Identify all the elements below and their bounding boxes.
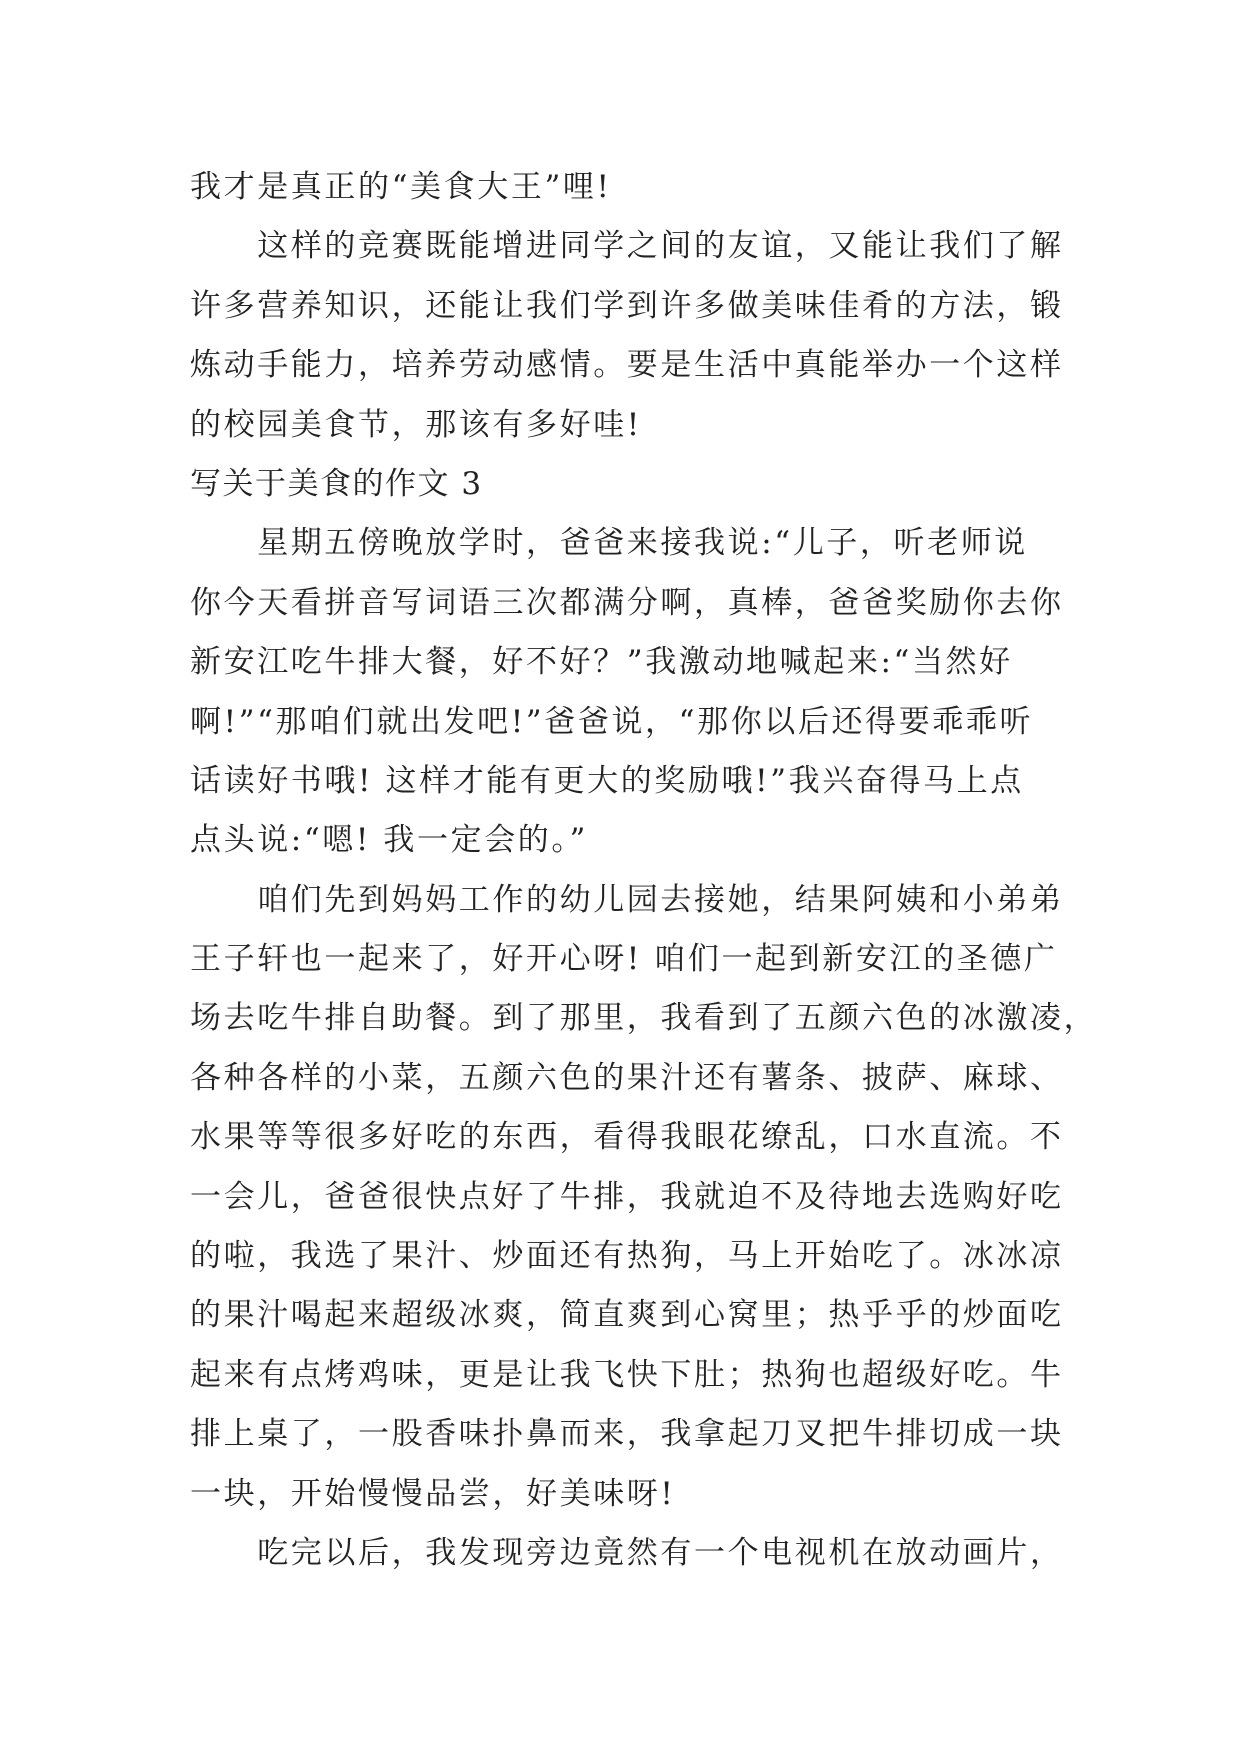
text-line: 一会儿，爸爸很快点好了牛排，我就迫不及待地去选购好吃: [190, 1178, 1064, 1215]
essay-text: [190, 158, 1098, 1583]
text-line: 排上桌了，一股香味扑鼻而来，我拿起刀叉把牛排切成一块: [190, 1416, 1064, 1453]
text-line: 的果汁喝起来超级冰爽，简直爽到心窝里；热乎乎的炒面吃: [190, 1297, 1064, 1334]
text-line: 吃完以后，我发现旁边竟然有一个电视机在放动画片，: [190, 1534, 1064, 1571]
text-line: 你今天看拼音写词语三次都满分啊，真棒，爸爸奖励你去你: [190, 584, 1064, 621]
text-line: 啊!”“那咱们就出发吧!”爸爸说，“那你以后还得要乖乖听: [190, 703, 1034, 740]
text-line: 的啦，我选了果汁、炒面还有热狗，马上开始吃了。冰冰凉: [190, 1238, 1064, 1275]
text-line: 这样的竞赛既能增进同学之间的友谊，又能让我们了解: [190, 228, 1064, 265]
text-line: 水果等等很多好吃的东西，看得我眼花缭乱，口水直流。不: [190, 1119, 1064, 1156]
text-line: 各种各样的小菜，五颜六色的果汁还有薯条、披萨、麻球、: [190, 1059, 1064, 1096]
text-line: 星期五傍晚放学时，爸爸来接我说:“儿子，听老师说: [190, 525, 1028, 562]
text-line: 新安江吃牛排大餐，好不好？”我激动地喊起来:“当然好: [190, 644, 1013, 681]
text-line: 一块，开始慢慢品尝，好美味呀!: [190, 1475, 676, 1512]
text-line: 许多营养知识，还能让我们学到许多做美味佳肴的方法，锻: [190, 287, 1064, 324]
text-line: 场去吃牛排自助餐。到了那里，我看到了五颜六色的冰激凌，: [190, 1000, 1098, 1037]
text-line: 起来有点烤鸡味，更是让我飞快下肚；热狗也超级好吃。牛: [190, 1356, 1064, 1393]
text-line: 的校园美食节，那该有多好哇!: [190, 406, 642, 443]
text-line: 炼动手能力，培养劳动感情。要是生活中真能举办一个这样: [190, 347, 1064, 384]
text-line: 咱们先到妈妈工作的幼儿园去接她，结果阿姨和小弟弟: [190, 881, 1064, 918]
section-heading: 写关于美食的作文 3: [190, 465, 483, 502]
text-line: 点头说:“嗯! 我一定会的。”: [190, 822, 588, 859]
text-line: 王子轩也一起来了，好开心呀! 咱们一起到新安江的圣德广: [190, 941, 1058, 978]
text-line: 话读好书哦! 这样才能有更大的奖励哦!”我兴奋得马上点: [190, 762, 1024, 799]
text-line: 我才是真正的“美食大王”哩!: [190, 169, 612, 205]
